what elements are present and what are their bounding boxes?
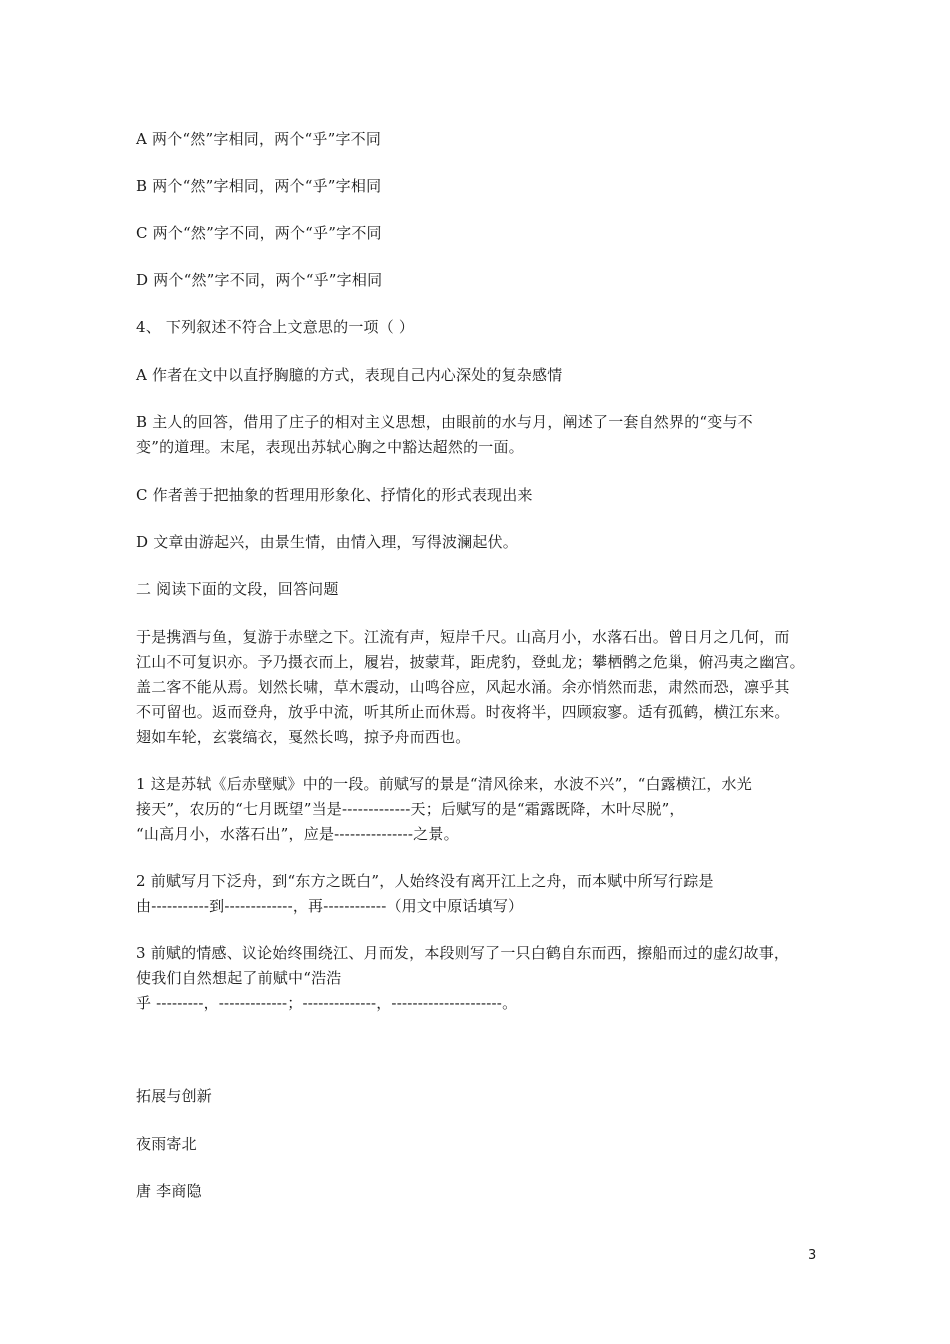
page-number: 3 bbox=[808, 1248, 817, 1263]
q4-option-c: C 作者善于把抽象的哲理用形象化、抒情化的形式表现出来 bbox=[136, 486, 533, 504]
q4-stem: 4、 下列叙述不符合上文意思的一项（ ） bbox=[136, 318, 415, 336]
q1-line: 接天”，农历的“七月既望”当是-------------天；后赋写的是“霜露既降，木叶尽脱”， bbox=[136, 800, 685, 818]
q3-fill-line: 使我们自然想起了前赋中“浩浩 bbox=[136, 969, 342, 987]
q4-option-b-line2: 变”的道理。末尾，表现出苏轼心胸之中豁达超然的一面。 bbox=[136, 438, 524, 456]
passage-line: 盖二客不能从焉。划然长啸，草木震动，山鸣谷应，风起水涌。余亦悄然而悲，肃然而恐，凛乎其 bbox=[136, 678, 790, 696]
q4-option-d: D 文章由游起兴，由景生情，由情入理，写得波澜起伏。 bbox=[136, 533, 518, 551]
passage-line: 不可留也。返而登舟，放乎中流，听其所止而休焉。时夜将半，四顾寂寥。适有孤鹤，横江东来。 bbox=[136, 703, 790, 721]
poem-title: 夜雨寄北 bbox=[136, 1135, 197, 1153]
q1-line: “山高月小，水落石出”，应是---------------之景。 bbox=[136, 825, 459, 843]
poem-author: 唐 李商隐 bbox=[136, 1182, 202, 1200]
q3-fill-line: 乎 ---------，-------------；--------------，---------------------。 bbox=[136, 994, 518, 1012]
q3-option-d: D 两个“然”字不同，两个“乎”字相同 bbox=[136, 271, 383, 289]
passage-line: 翅如车轮，玄裳缟衣，戛然长鸣，掠予舟而西也。 bbox=[136, 728, 471, 746]
section2-heading: 二 阅读下面的文段，回答问题 bbox=[136, 580, 339, 598]
q4-option-a: A 作者在文中以直抒胸臆的方式，表现自己内心深处的复杂感情 bbox=[136, 366, 563, 384]
q4-option-b-line1: B 主人的回答，借用了庄子的相对主义思想，由眼前的水与月，阐述了一套自然界的“变与不 bbox=[136, 413, 753, 431]
passage-line: 于是携酒与鱼，复游于赤壁之下。江流有声，短岸千尺。山高月小，水落石出。曾日月之几何，而 bbox=[136, 628, 790, 646]
extension-heading: 拓展与创新 bbox=[136, 1087, 213, 1105]
q2-line: 由-----------到-------------，再------------（用文中原话填写） bbox=[136, 897, 524, 915]
q2-line: 2 前赋写月下泛舟，到“东方之既白”，人始终没有离开江上之舟，而本赋中所写行踪是 bbox=[136, 872, 714, 890]
q3-option-c: C 两个“然”字不同，两个“乎”字不同 bbox=[136, 224, 382, 242]
q3-fill-line: 3 前赋的情感、议论始终围绕江、月而发，本段则写了一只白鹤自东而西，擦船而过的虚幻故事， bbox=[136, 944, 790, 962]
q3-option-b: B 两个“然”字相同，两个“乎”字相同 bbox=[136, 177, 382, 195]
q3-option-a: A 两个“然”字相同，两个“乎”字不同 bbox=[136, 130, 382, 148]
q1-line: 1 这是苏轼《后赤壁赋》中的一段。前赋写的景是“清风徐来，水波不兴”，“白露横江，水光 bbox=[136, 775, 752, 793]
passage-line: 江山不可复识亦。予乃摄衣而上，履岩，披蒙茸，距虎豹，登虬龙；攀栖鹘之危巢，俯冯夷之幽宫。 bbox=[136, 653, 805, 671]
